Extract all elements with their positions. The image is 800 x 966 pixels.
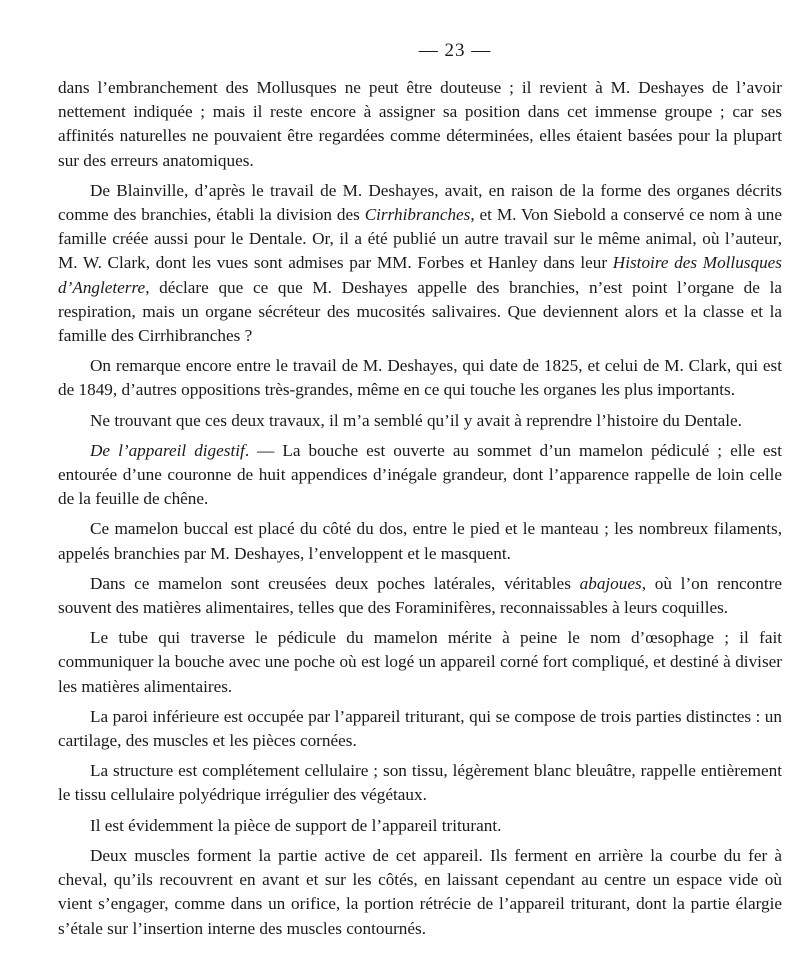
text-run: Ne trouvant que ces deux travaux, il m’a semblé qu’il y avait à reprendre l’histoire du Dentale. <box>90 410 742 430</box>
text-run: De Blainville, d’après le travail de M. Deshayes, avait, en raison de la forme des organes décrits comme des branchies, établi la division des <box>58 180 782 225</box>
paragraph <box>58 705 782 753</box>
text-run: , déclare que ce que M. Deshayes appelle des branchies, n’est point l’organe de la respiration, mais un organe sécréteur des mucosités salivaires. Que deviennent alors et la classe et la famille des Cirrhibranches ? <box>58 277 782 346</box>
italic-term: De l’appareil digestif <box>90 440 245 460</box>
paragraph <box>58 814 782 838</box>
paragraph <box>58 354 782 402</box>
text-run: , et M. Von Siebold a conservé ce nom à une famille créée aussi pour le Dentale. Or, il a été publié un autre travail sur le même animal, où l’auteur, M. W. Clark, dont les vues sont admises par MM. Forbes et Hanley dans leur <box>58 205 782 273</box>
paragraph <box>58 439 782 512</box>
paragraph <box>58 626 782 699</box>
paragraph <box>58 844 782 941</box>
text-run: Le tube qui traverse le pédicule du mamelon mérite à peine le nom d’œsophage ; il fait communiquer la bouche avec une poche où est logé un appareil corné fort compliqué, et destiné à diviser les matières alimentaires. <box>58 628 782 696</box>
paragraph <box>58 409 782 433</box>
paragraph <box>58 179 782 348</box>
text-run: Il est évidemment la pièce de support de l’appareil triturant. <box>90 815 502 835</box>
text-run: dans l’embranchement des Mollusques ne peut être douteuse ; il revient à M. Deshayes de l’avoir nettement indiquée ; mais il reste encore à assigner sa position dans cet immense groupe ; car ses affinités naturelles ne pouvaient être regardées comme déterminées, elles étaient basées pour la plupart sur des erreurs anatomiques. <box>58 78 782 170</box>
page-number: — 23 — <box>418 40 492 61</box>
paragraph <box>58 759 782 807</box>
text-run: Ce mamelon buccal est placé du côté du dos, entre le pied et le manteau ; les nombreux filaments, appelés branchies par M. Deshayes, l’enveloppent et le masquent. <box>58 519 782 563</box>
italic-term: abajoues <box>579 573 642 593</box>
text-run: La structure est complétement cellulaire ; son tissu, légèrement blanc bleuâtre, rappelle entièrement le tissu cellulaire polyédrique irrégulier des végétaux. <box>58 761 782 805</box>
italic-term: Cirrhibranches <box>364 205 471 225</box>
italic-term: Histoire des Mollusques d’Angleterre <box>58 253 782 297</box>
paragraph <box>58 76 782 173</box>
paragraph <box>58 517 782 565</box>
text-run: On remarque encore entre le travail de M. Deshayes, qui date de 1825, et celui de M. Clark, qui est de 1849, d’autres oppositions très-grandes, même en ce qui touche les organes les plus importants. <box>58 356 782 400</box>
text-run: Dans ce mamelon sont creusées deux poches latérales, véritables <box>90 573 580 593</box>
body-text <box>58 76 782 941</box>
text-run: Deux muscles forment la partie active de cet appareil. Ils ferment en arrière la courbe du fer à cheval, qu’ils recouvrent en avant et sur les côtés, en laissant cependant au centre un espace vide où vient s’engager, comme dans un orifice, la portion rétrécie de l’appareil triturant, dont la partie élargie s’étale sur l’insertion interne des muscles contournés. <box>58 845 782 938</box>
text-run: , où l’on rencontre souvent des matières alimentaires, telles que des Foraminifères, reconnaissables à leurs coquilles. <box>58 573 782 618</box>
text-run: La paroi inférieure est occupée par l’appareil triturant, qui se compose de trois parties distinctes : un cartilage, des muscles et les pièces cornées. <box>58 706 782 751</box>
text-run: . — La bouche est ouverte au sommet d’un mamelon pédiculé ; elle est entourée d’une couronne de huit appendices d’inégale grandeur, dont l’apparence rappelle de loin celle de la feuille de chêne. <box>58 440 783 509</box>
paragraph <box>58 572 782 620</box>
